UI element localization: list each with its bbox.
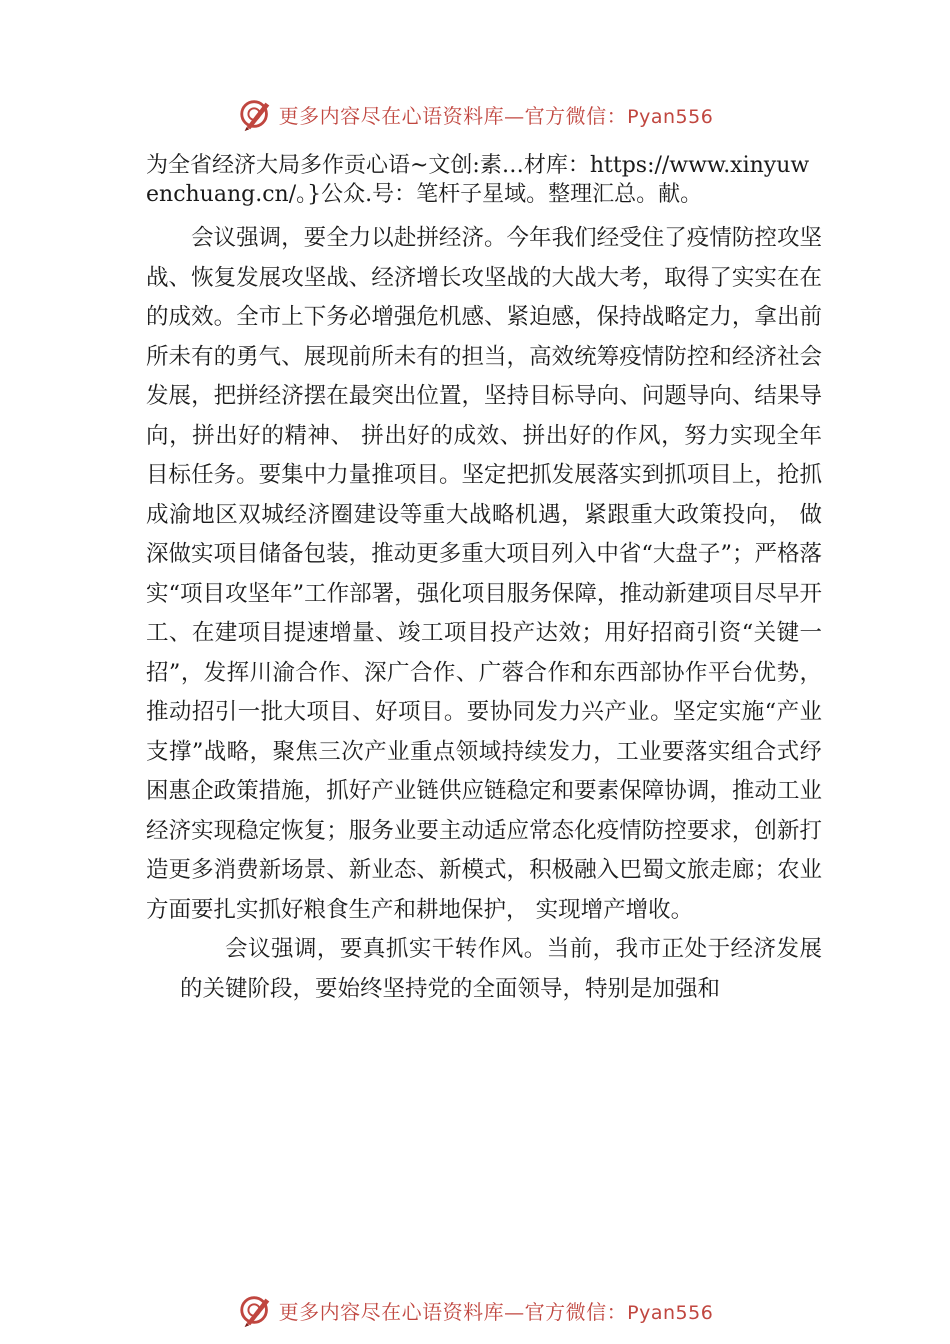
- wechat-id: Pyan556: [627, 105, 714, 128]
- footer-banner: [0, 1290, 950, 1330]
- pen-logo-icon: [237, 95, 275, 133]
- banner-text: 更多内容尽在心语资料库—官方微信：Pyan556: [278, 103, 714, 128]
- paragraph: 会议强调，要全力以赴拼经济。今年我们经受住了疫情防控攻坚战、恢复发展攻坚战、经济增长攻坚战的大战大考，取得了实实在在的成效。全市上下务必增强危机感、紧迫感，保持战略定力，拿出前所未有的勇气、展现前所未有的担当，高效统筹疫情防控和经济社会发展，把拼经济摆在最突出位置，坚持目标导向、问题导向、结果导向，拼出好的精神、 拼出好的成效、拼出好的作风，努力实现全年目标任务。要集中力量推项目。坚定把抓发展落实到抓项目上，抢抓成渝地区双城经济圈建设等重大战略机遇，紧跟重大政策投向， 做深做实项目储备包装，推动更多重大项目列入中省“大盘子”；严格落实“项目攻坚年”工作部署，强化项目服务保障，推动新建项目尽早开工、在建项目提速增量、竣工项目投产达效；用好招商引资“关键一招”，发挥川渝合作、深广合作、广蓉合作和东西部协作平台优势，推动招引一批大项目、好项目。要协同发力兴产业。坚定实施“产业支撑”战略，聚焦三次产业重点领域持续发力，工业要落实组合式纾困惠企政策措施，抓好产业链供应链稳定和要素保障协调，推动工业经济实现稳定恢复；服务业要主动适应常态化疫情防控要求，创新打造更多消费新场景、新业态、新模式，积极融入巴蜀文旅走廊；农业方面要扎实抓好粮食生产和耕地保护， 实现增产增收。: [146, 225, 822, 923]
- document-body: [146, 152, 822, 1009]
- intro-text: 为全省经济大局多作贡心语~文创:素…材库：https://www.xinyuwenchuang.cn/。}公众.号：笔杆子星域。整理汇总。献。: [146, 153, 810, 207]
- paragraph: 会议强调，要真抓实干转作风。当前，我市正处于经济发展的关键阶段，要始终坚持党的全面领导，特别是加强和: [180, 936, 822, 1002]
- wechat-id: Pyan556: [627, 1301, 714, 1324]
- banner-text: 更多内容尽在心语资料库—官方微信：Pyan556: [278, 1299, 714, 1324]
- header-banner: [0, 94, 950, 134]
- pen-logo-icon: [237, 1291, 275, 1329]
